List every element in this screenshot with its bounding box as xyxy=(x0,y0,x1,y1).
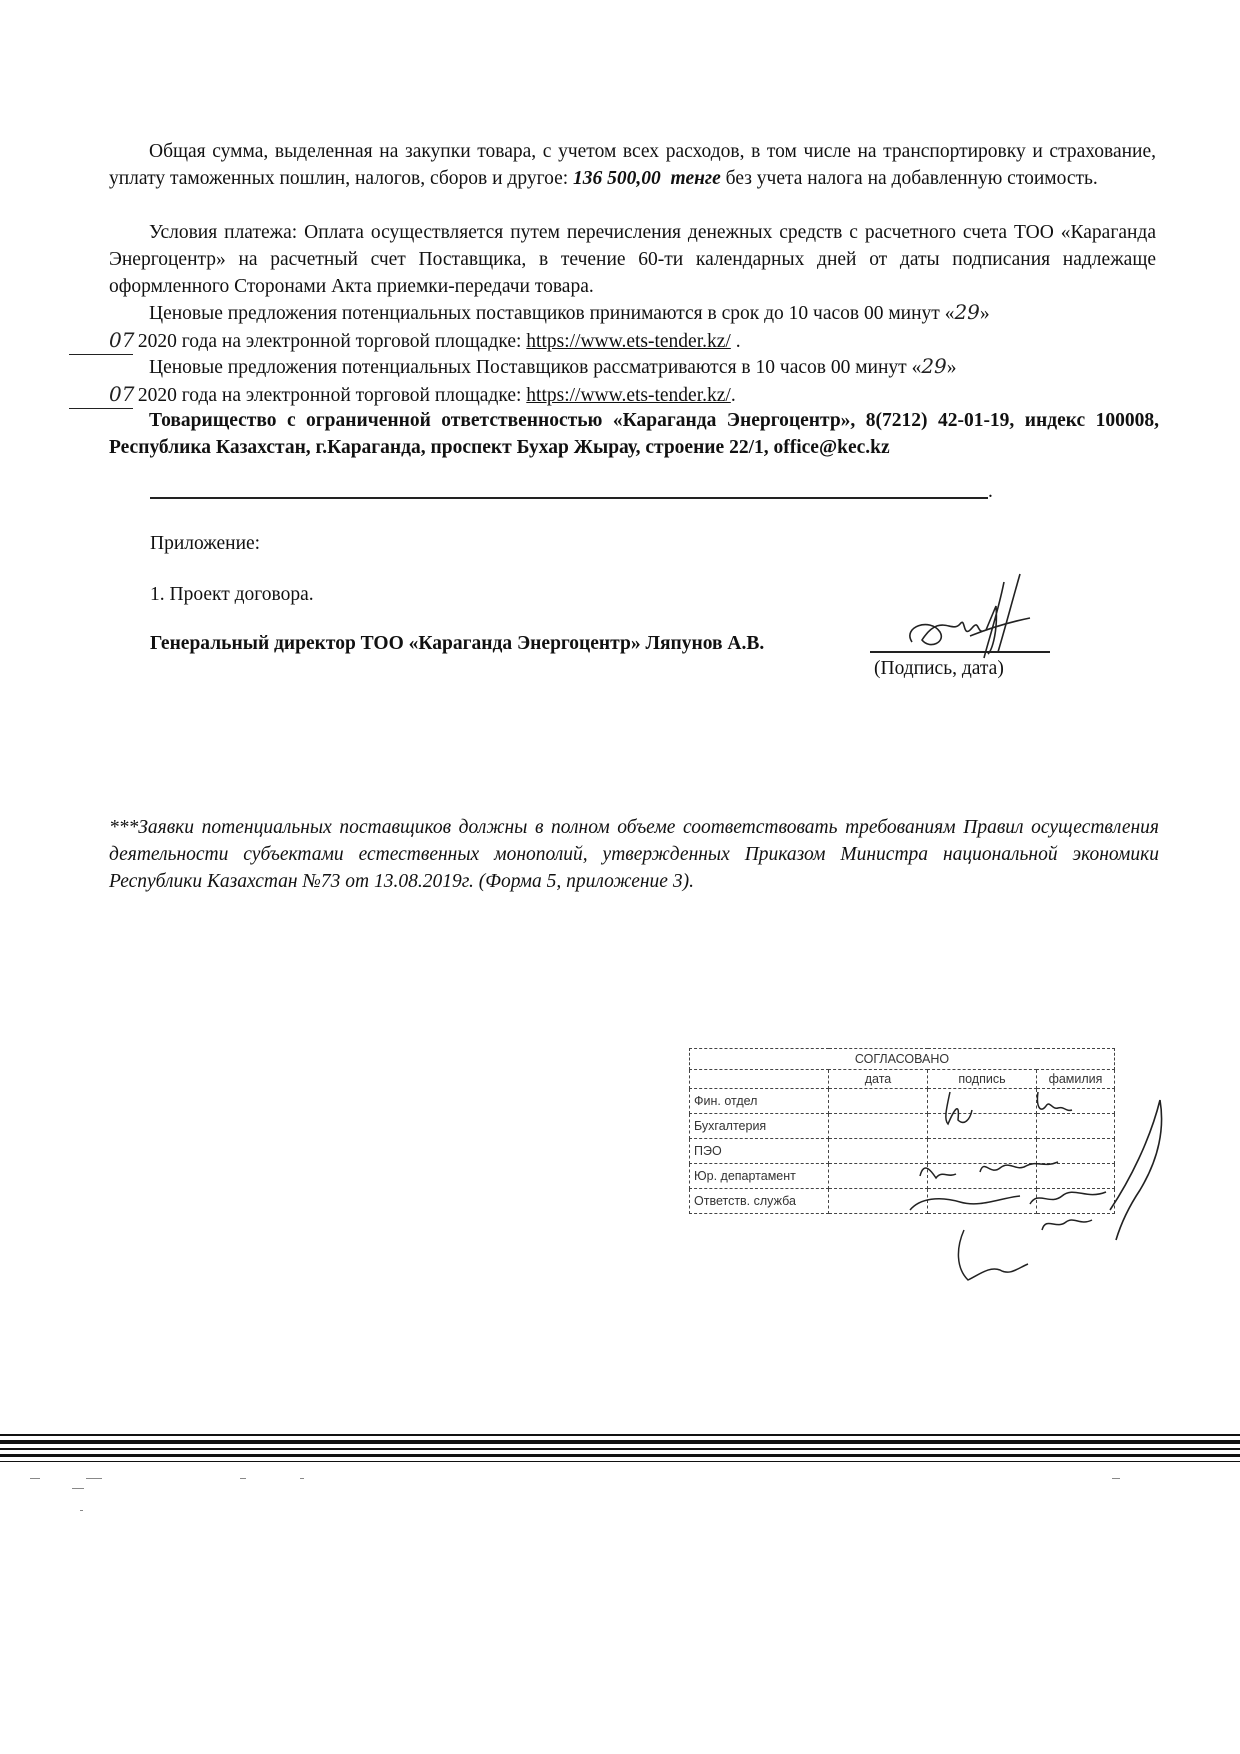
footer-rule xyxy=(0,1454,1240,1457)
total-amount-text: Общая сумма, выделенная на закупки товара, с учетом всех расходов, в том числе на транспортировку и страхование, уплату таможенных пошлин, налогов, сборов и другое: xyxy=(109,141,1156,189)
payment-terms-paragraph: Условия платежа: Оплата осуществляется путем перечисления денежных средств с расчетного счета ТОО «Караганда Энергоцентр» на расчетный счет Поставщика, в течение 60-ти календарных дней от даты подписания надлежаще оформленного Сторонами Акта приемки-передачи товара. xyxy=(109,222,1156,297)
ets-tender-link[interactable]: https://www.ets-tender.kz/ xyxy=(526,385,731,406)
stamp-row-label: Ответств. служба xyxy=(690,1189,829,1214)
stamp-row-label: Фин. отдел xyxy=(690,1089,829,1114)
organization-details: Товарищество с ограниченной ответственностью «Караганда Энергоцентр», 8(7212) 42-01-19, индекс 100008, Республика Казахстан, г.Караганда, проспект Бухар Жырау, строение 22/1, office@kec.kz xyxy=(109,410,1159,458)
stamp-title: СОГЛАСОВАНО xyxy=(690,1049,1115,1070)
bids-acceptance-text-2: 2020 года на электронной торговой площадке: xyxy=(133,331,527,352)
scan-speck xyxy=(30,1478,40,1479)
separator-dot: . xyxy=(988,481,993,502)
quote-close: » xyxy=(946,357,957,378)
scan-speck xyxy=(240,1478,246,1479)
scan-speck xyxy=(72,1488,84,1489)
currency-label: тенге xyxy=(670,168,721,189)
bids-acceptance-text: Ценовые предложения потенциальных поставщиков принимаются в срок до 10 часов 00 минут « xyxy=(149,303,955,324)
vat-note: без учета налога на добавленную стоимость. xyxy=(720,168,1098,189)
punct: . xyxy=(730,331,741,352)
stamp-col-blank xyxy=(690,1070,829,1089)
stamp-signatures xyxy=(860,1080,1220,1300)
scan-speck xyxy=(80,1510,83,1511)
handwritten-month: 07 xyxy=(69,327,133,355)
handwritten-day: 29 xyxy=(921,354,947,378)
attachment-label: Приложение: xyxy=(150,533,261,554)
stamp-col-signature: подпись xyxy=(928,1070,1037,1089)
signature-scribble xyxy=(900,572,1050,662)
footer-rule xyxy=(0,1434,1240,1436)
scan-speck xyxy=(1112,1478,1120,1479)
scan-speck xyxy=(86,1478,102,1479)
stamp-row-label: Бухгалтерия xyxy=(690,1114,829,1139)
quote-close: » xyxy=(979,303,990,324)
bids-review-text: Ценовые предложения потенциальных Поставщиков рассматриваются в 10 часов 00 минут « xyxy=(149,357,922,378)
punct: . xyxy=(730,385,736,406)
footer-rule xyxy=(0,1440,1240,1444)
stamp-col-date: дата xyxy=(829,1070,928,1089)
separator-line xyxy=(150,497,988,499)
footer-rule xyxy=(0,1461,1240,1462)
bids-review-paragraph xyxy=(109,353,1156,409)
handwritten-day: 29 xyxy=(954,300,980,324)
bids-review-text-2: 2020 года на электронной торговой площадке: xyxy=(133,385,527,406)
scan-speck xyxy=(300,1478,304,1479)
stamp-row-label: ПЭО xyxy=(690,1139,829,1164)
attachment-item: 1. Проект договора. xyxy=(150,584,314,605)
stamp-row-label: Юр. департамент xyxy=(690,1164,829,1189)
signer-title: Генеральный директор ТОО «Караганда Энергоцентр» Ляпунов А.В. xyxy=(150,633,765,654)
footer-rule xyxy=(0,1448,1240,1450)
ets-tender-link[interactable]: https://www.ets-tender.kz/ xyxy=(526,331,731,352)
total-amount-paragraph xyxy=(109,138,1156,192)
handwritten-month: 07 xyxy=(69,381,133,409)
requirements-note: ***Заявки потенциальных поставщиков должны в полном объеме соответствовать требованиям Правил осуществления деятельности субъектами естественных монополий, утвержденных Приказом Министра национальной экономики Республики Казахстан №73 от 13.08.2019г. (Форма 5, приложение 3). xyxy=(109,817,1159,892)
total-amount-value: 136 500,00 xyxy=(573,168,661,189)
stamp-col-surname: фамилия xyxy=(1037,1070,1115,1089)
bids-acceptance-paragraph xyxy=(109,299,1156,355)
signature-caption: (Подпись, дата) xyxy=(874,658,1004,679)
